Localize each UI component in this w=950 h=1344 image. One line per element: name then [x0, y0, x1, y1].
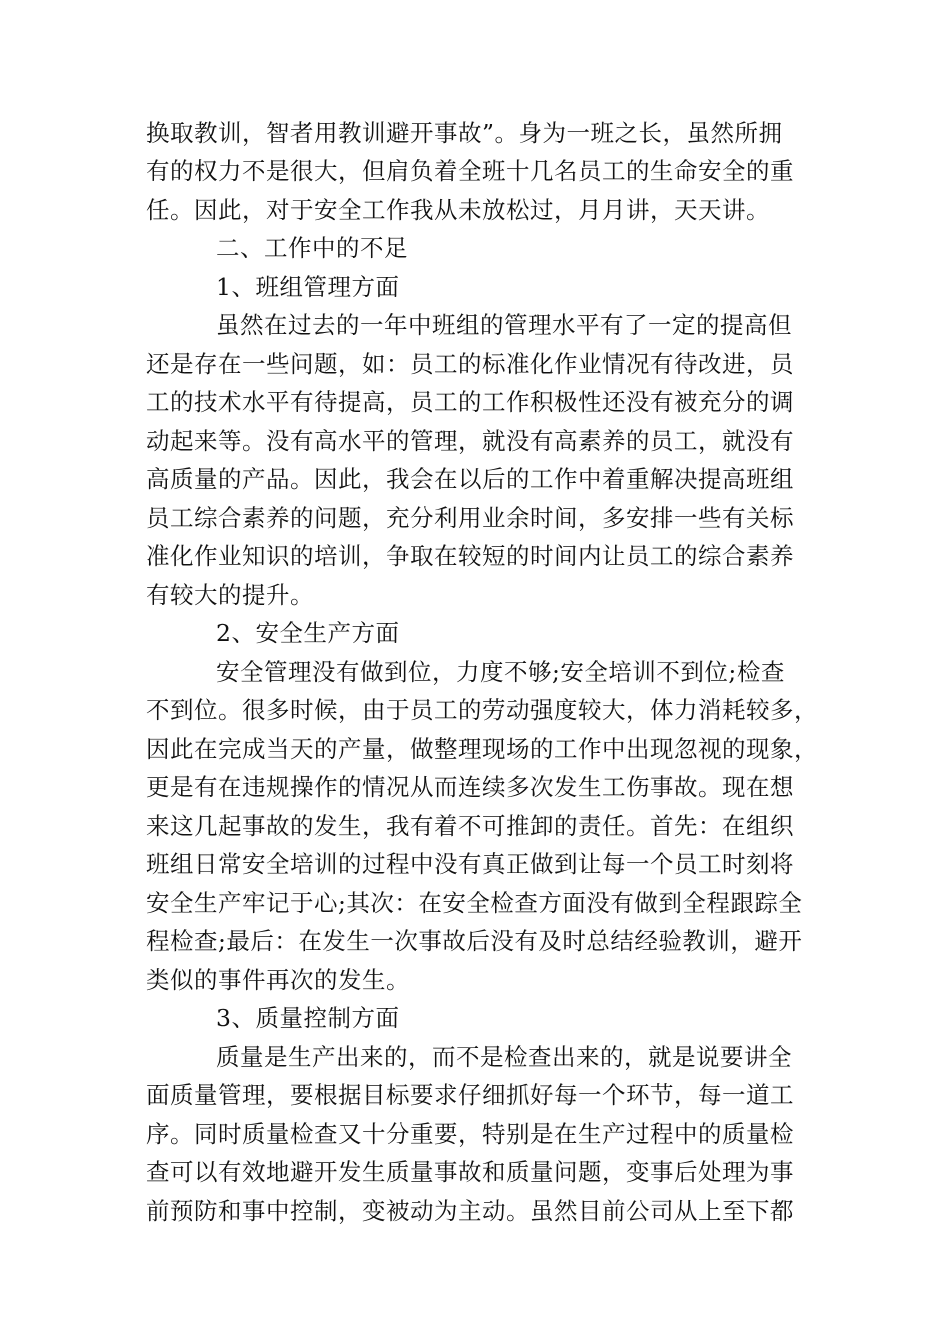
text-line: 质量是生产出来的，而不是检查出来的，就是说要讲全 [216, 1043, 792, 1071]
text-line: 虽然在过去的一年中班组的管理水平有了一定的提高但 [216, 311, 792, 339]
text-line: 任。因此，对于安全工作我从未放松过，月月讲，天天讲。 [146, 196, 770, 224]
text-line: 因此在完成当天的产量，做整理现场的工作中出现忽视的现象， [146, 735, 818, 763]
text-line: 准化作业知识的培训，争取在较短的时间内让员工的综合素养 [146, 542, 794, 570]
text-line: 高质量的产品。因此，我会在以后的工作中着重解决提高班组 [146, 465, 794, 493]
text-line: 有的权力不是很大，但肩负着全班十几名员工的生命安全的重 [146, 157, 794, 185]
text-line: 有较大的提升。 [146, 581, 314, 609]
text-line: 安全生产牢记于心;其次：在安全检查方面没有做到全程跟踪全 [146, 889, 803, 917]
subsection-heading: 1、班组管理方面 [216, 273, 400, 301]
text-line: 来这几起事故的发生，我有着不可推卸的责任。首先：在组织 [146, 812, 794, 840]
subsection-heading: 2、安全生产方面 [216, 619, 400, 647]
section-heading: 二、工作中的不足 [216, 234, 408, 262]
text-line: 还是存在一些问题，如：员工的标准化作业情况有待改进，员 [146, 350, 794, 378]
text-line: 前预防和事中控制，变被动为主动。虽然目前公司从上至下都 [146, 1197, 794, 1225]
text-line: 类似的事件再次的发生。 [146, 966, 410, 994]
text-line: 班组日常安全培训的过程中没有真正做到让每一个员工时刻将 [146, 850, 794, 878]
text-line: 动起来等。没有高水平的管理，就没有高素养的员工，就没有 [146, 427, 794, 455]
text-line: 不到位。很多时候，由于员工的劳动强度较大，体力消耗较多， [146, 696, 818, 724]
text-line: 更是有在违规操作的情况从而连续多次发生工伤事故。现在想 [146, 773, 794, 801]
text-line: 序。同时质量检查又十分重要，特别是在生产过程中的质量检 [146, 1120, 794, 1148]
text-line: 程检查;最后：在发生一次事故后没有及时总结经验教训，避开 [146, 927, 803, 955]
text-line: 换取教训，智者用教训避开事故”。身为一班之长，虽然所拥 [146, 119, 783, 147]
text-line: 员工综合素养的问题，充分利用业余时间，多安排一些有关标 [146, 504, 794, 532]
subsection-heading: 3、质量控制方面 [216, 1004, 400, 1032]
text-line: 面质量管理，要根据目标要求仔细抓好每一个环节，每一道工 [146, 1081, 794, 1109]
text-line: 安全管理没有做到位，力度不够;安全培训不到位;检查 [216, 658, 785, 686]
text-line: 工的技术水平有待提高，员工的工作积极性还没有被充分的调 [146, 388, 794, 416]
text-line: 查可以有效地避开发生质量事故和质量问题，变事后处理为事 [146, 1158, 794, 1186]
